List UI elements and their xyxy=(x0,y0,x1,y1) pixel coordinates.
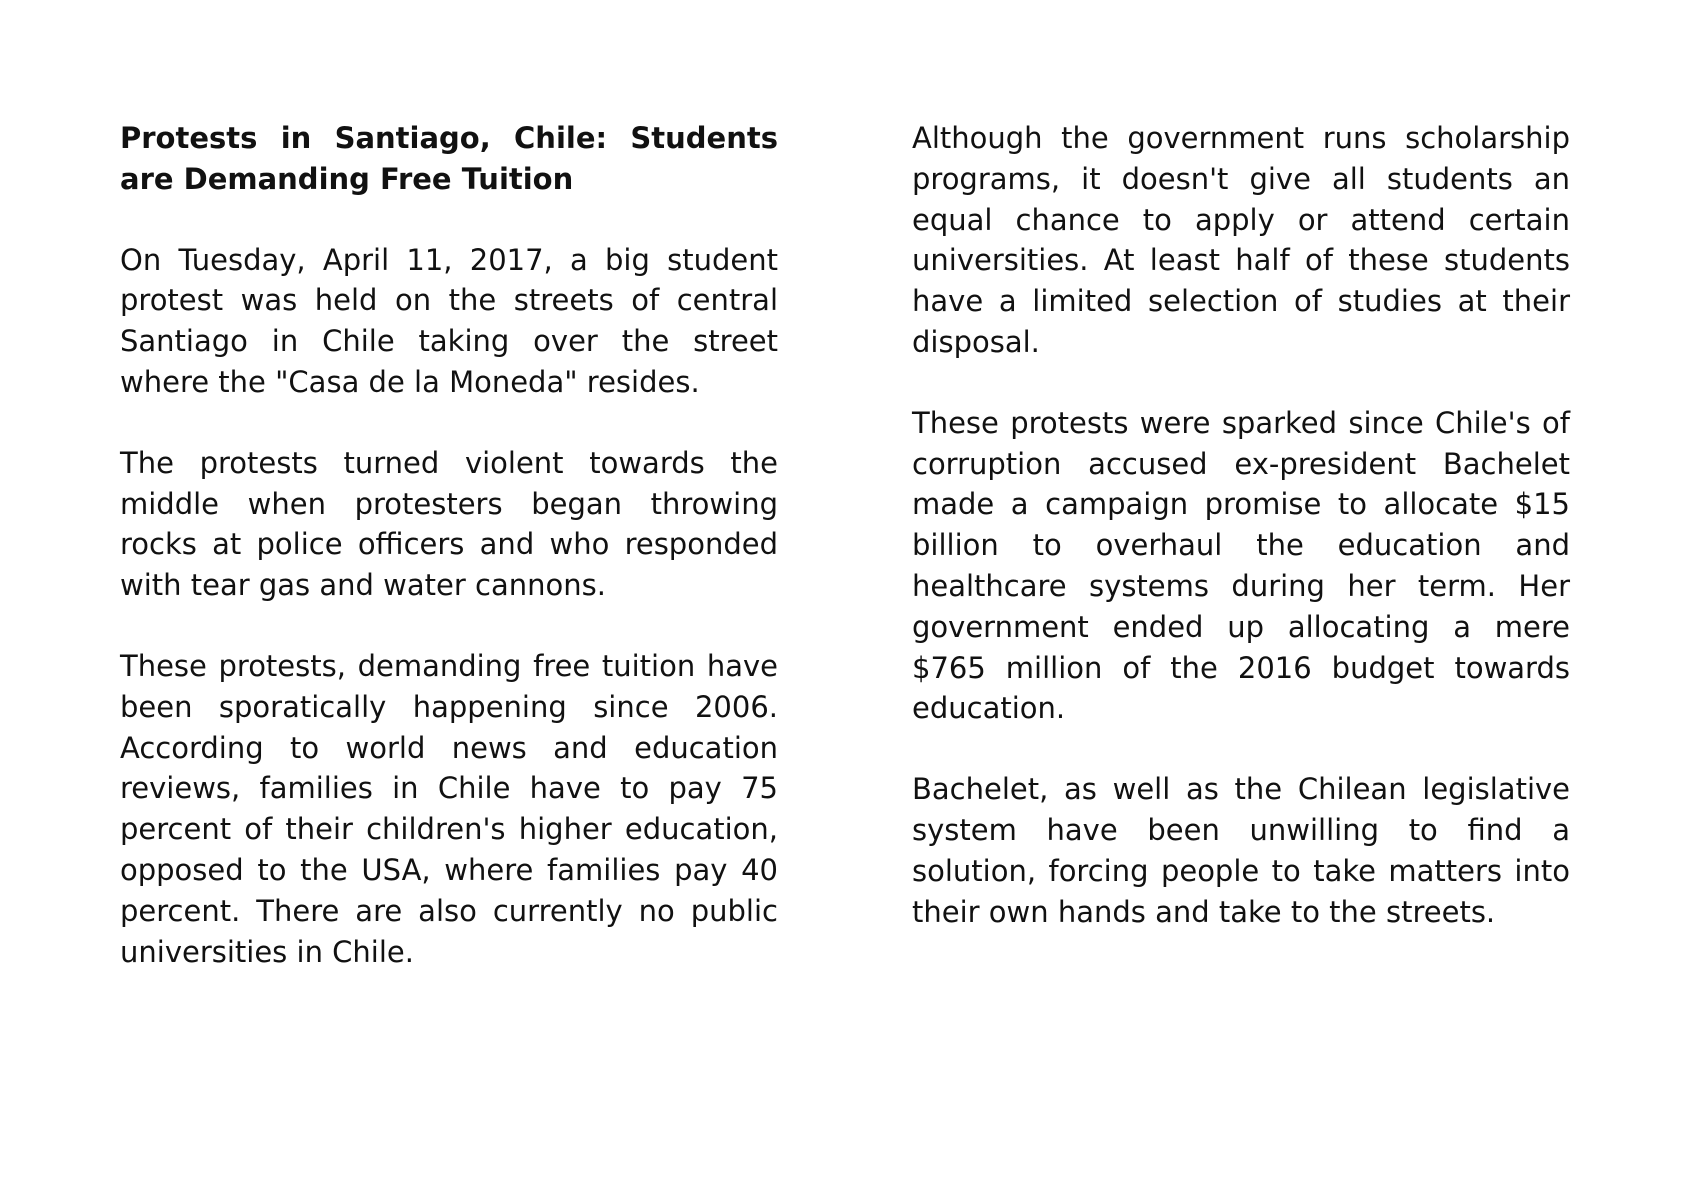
left-column xyxy=(120,118,778,972)
paragraph-2: The protests turned violent towards the middle when protesters began throwing rocks at police officers and who responded with tear gas and water cannons. xyxy=(120,445,778,603)
paragraph-1: On Tuesday, April 11, 2017, a big student protest was held on the streets of central Santiago in Chile taking over the street where the "Casa de la Moneda" resides. xyxy=(120,242,778,399)
paragraph-4: Although the government runs scholarship programs, it doesn't give all students an equal chance to apply or attend certain universities. At least half of these students have a limited selection of studies at their disposal. xyxy=(912,121,1570,359)
article-title: Protests in Santiago, Chile: Students are Demanding Free Tuition xyxy=(120,121,778,196)
paragraph-6: Bachelet, as well as the Chilean legislative system have been unwilling to find a solution, forcing people to take matters into their own hands and take to the streets. xyxy=(912,772,1570,929)
paragraph-3: These protests, demanding free tuition have been sporatically happening since 2006. According to world news and education reviews, families in Chile have to pay 75 percent of their children's higher education, opposed to the USA, where families pay 40 percent. There are also currently no public universities in Chile. xyxy=(120,648,778,969)
right-column xyxy=(912,118,1570,932)
paragraph-5: These protests were sparked since Chile's of corruption accused ex-president Bachelet made a campaign promise to allocate $15 billion to overhaul the education and healthcare systems during her term. Her government ended up allocating a mere $765 million of the 2016 budget towards education. xyxy=(912,405,1570,726)
